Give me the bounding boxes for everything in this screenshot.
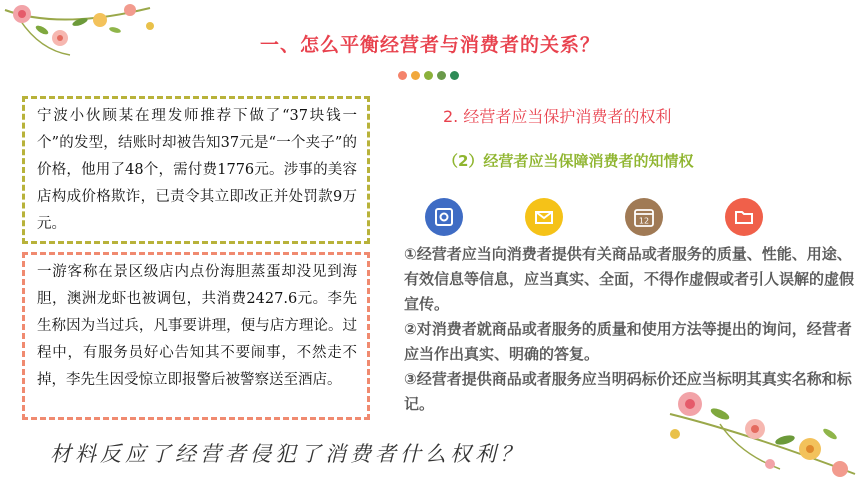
divider-dot [424,71,433,80]
case-2-text: 一游客称在景区级店内点份海胆蒸蛋却没见到海胆，澳洲龙虾也被调包，共消费2427.6元。李先生称因为当过兵，凡事要讲理，便与店方理论。过程中，有服务员好心告知其不要闹事，不然走不掉，李先生因受惊立即报警后被警察送至酒店。 [37,264,357,388]
case-1-text: 宁波小伙顾某在理发师推荐下做了“37块钱一个”的发型，结账时却被告知37元是“一个夹子”的价格，他用了48个，需付费1776元。涉事的美容店构成价格欺诈，已责令其立即改正并处罚款9万元。 [37,108,357,232]
title-dot-divider [398,71,459,80]
divider-dot [398,71,407,80]
page-title: 一、怎么平衡经营者与消费者的关系？ [259,34,600,56]
case-box-2 [22,252,370,420]
icon-row [425,198,763,236]
case-box-1 [22,96,370,244]
divider-dot [437,71,446,80]
point-item: ②对消费者就商品或者服务的质量和使用方法等提出的询问，经营者应当作出真实、明确的答复。 [404,320,852,363]
calendar-number: 12 [638,216,650,226]
floral-decoration-bottom-right [660,374,860,484]
divider-dot [450,71,459,80]
calendar-icon [625,198,663,236]
section-heading: 2. 经营者应当保护消费者的权利 [443,107,672,126]
point-item: ③经营者提供商品或者服务应当明码标价还应当标明其真实名称和标记。 [404,370,852,413]
folder-icon [725,198,763,236]
subsection-heading: （2）经营者应当保障消费者的知情权 [443,152,694,170]
safe-icon [425,198,463,236]
divider-dot [411,71,420,80]
discussion-question: 材料反应了经营者侵犯了消费者什么权利？ [50,442,525,466]
point-item: ①经营者应当向消费者提供有关商品或者服务的质量、性能、用途、有效信息等信息，应当真实、全面，不得作虚假或者引人误解的虚假宣传。 [404,245,855,313]
mail-icon [525,198,563,236]
